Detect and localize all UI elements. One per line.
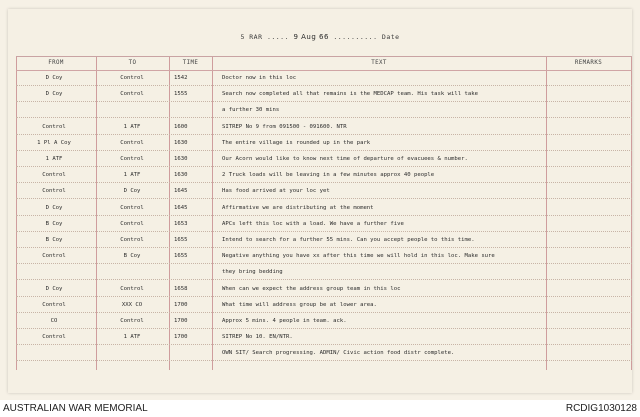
- time-cell: 1645: [174, 204, 188, 211]
- time-cell: 1630: [174, 139, 188, 146]
- table-row: [16, 301, 632, 314]
- text-cell: APCs left this loc with a load. We have a further five: [222, 220, 404, 227]
- text-cell: Search now completed all that remains is the MEDCAP team. His task will take: [222, 91, 478, 98]
- text-cell: Intend to search for a further 55 mins. Can you accept people to this time.: [222, 237, 475, 243]
- table-row: [16, 123, 632, 136]
- time-cell: 1542: [174, 75, 188, 81]
- to-cell: Control: [120, 237, 144, 243]
- table-row: [16, 171, 632, 184]
- time-cell: 1658: [174, 285, 188, 292]
- to-cell: Control: [120, 91, 144, 98]
- table-row: [16, 106, 632, 119]
- text-cell: The entire village is rounded up in the park: [222, 139, 371, 146]
- text-cell: SITREP No 9 from 091500 - 091600. NTR: [222, 123, 347, 130]
- table-row: [16, 236, 632, 249]
- col-remarks: REMARKS: [574, 60, 603, 66]
- text-cell: Doctor now in this loc: [222, 75, 297, 81]
- time-cell: 1630: [174, 156, 188, 162]
- from-cell: Control: [42, 253, 66, 260]
- text-cell: Approx 5 mins. 4 people in team. ack.: [222, 318, 347, 324]
- from-cell: Control: [42, 172, 66, 179]
- table-row: [16, 155, 632, 168]
- time-cell: 1630: [174, 172, 188, 179]
- footer-bar: [0, 400, 640, 417]
- text-cell: What time will address group be at lower area.: [222, 301, 377, 308]
- from-cell: B Coy: [45, 220, 63, 227]
- text-cell: OWN SIT/ Search progressing. ADMIN/ Civic action food distr complete.: [222, 350, 455, 357]
- text-cell: Negative anything you have xx after this time we will hold in this loc. Make sure: [222, 253, 495, 260]
- from-cell: D Coy: [45, 75, 63, 81]
- time-cell: 1600: [174, 123, 188, 130]
- time-cell: 1653: [174, 220, 188, 227]
- from-cell: D Coy: [45, 91, 63, 98]
- from-cell: B Coy: [45, 237, 63, 243]
- log-sheet: [8, 9, 632, 393]
- to-cell: Control: [120, 75, 144, 81]
- text-cell: they bring bedding: [222, 269, 283, 276]
- col-from: FROM: [48, 60, 64, 66]
- date-label: Date: [381, 33, 400, 41]
- table-row: [16, 252, 632, 265]
- table-row: [16, 349, 632, 362]
- time-cell: 1700: [174, 334, 188, 341]
- to-cell: 1 ATF: [123, 172, 141, 179]
- table-row: [16, 139, 632, 152]
- table-row: [16, 220, 632, 233]
- col-text: TEXT: [371, 60, 387, 66]
- to-cell: Control: [120, 139, 144, 146]
- text-cell: a further 30 mins: [222, 107, 280, 114]
- table-row: [16, 204, 632, 217]
- from-cell: CO: [50, 318, 58, 324]
- time-cell: 1700: [174, 318, 188, 324]
- to-cell: B Coy: [123, 253, 141, 260]
- from-cell: D Coy: [45, 285, 63, 292]
- footer-id: RCDIG1030128: [565, 403, 637, 414]
- from-cell: D Coy: [45, 204, 63, 211]
- text-cell: Our Acorn would like to know next time of departure of evacuees & number.: [222, 156, 468, 162]
- from-cell: Control: [42, 301, 66, 308]
- to-cell: XXX CO: [121, 301, 143, 308]
- to-cell: Control: [120, 318, 144, 324]
- table-row: [16, 333, 632, 346]
- time-cell: 1655: [174, 237, 188, 243]
- to-cell: 1 ATF: [123, 334, 141, 341]
- table-row: [16, 187, 632, 200]
- unit-label: 5 RAR: [240, 33, 263, 41]
- table-row: [16, 74, 632, 87]
- time-cell: 1655: [174, 253, 188, 260]
- handwritten-date: 9 Aug 66: [293, 33, 329, 41]
- from-cell: Control: [42, 334, 66, 341]
- to-cell: Control: [120, 220, 144, 227]
- text-cell: When can we expect the address group team in this loc: [222, 285, 401, 292]
- col-time: TIME: [182, 60, 199, 66]
- table-row: [16, 285, 632, 298]
- to-cell: Control: [120, 156, 144, 162]
- from-cell: 1 Pl A Coy: [37, 139, 71, 146]
- text-cell: SITREP No 10. EN/NTR.: [222, 334, 293, 341]
- text-cell: Affirmative we are distributing at the moment: [222, 204, 374, 211]
- to-cell: Control: [120, 285, 144, 292]
- from-cell: Control: [42, 123, 66, 130]
- table-row: [16, 317, 632, 330]
- table-row: [16, 268, 632, 281]
- log-table: [16, 56, 632, 371]
- to-cell: D Coy: [123, 188, 141, 195]
- to-cell: 1 ATF: [123, 123, 141, 130]
- from-cell: 1 ATF: [45, 156, 63, 162]
- text-cell: Has food arrived at your loc yet: [222, 188, 330, 195]
- table-row: [16, 90, 632, 103]
- text-cell: 2 Truck loads will be leaving in a few minutes approx 40 people: [222, 172, 435, 179]
- from-cell: Control: [42, 188, 66, 195]
- time-cell: 1700: [174, 301, 188, 308]
- date-dots: ..........: [333, 33, 378, 41]
- time-cell: 1645: [174, 188, 188, 195]
- footer-credit: AUSTRALIAN WAR MEMORIAL: [3, 403, 148, 414]
- sheet-header: 5 RAR ..... 9 Aug 66 .......... Date: [240, 33, 400, 41]
- to-cell: Control: [120, 204, 144, 211]
- col-to: TO: [128, 60, 137, 66]
- time-cell: 1555: [174, 91, 188, 98]
